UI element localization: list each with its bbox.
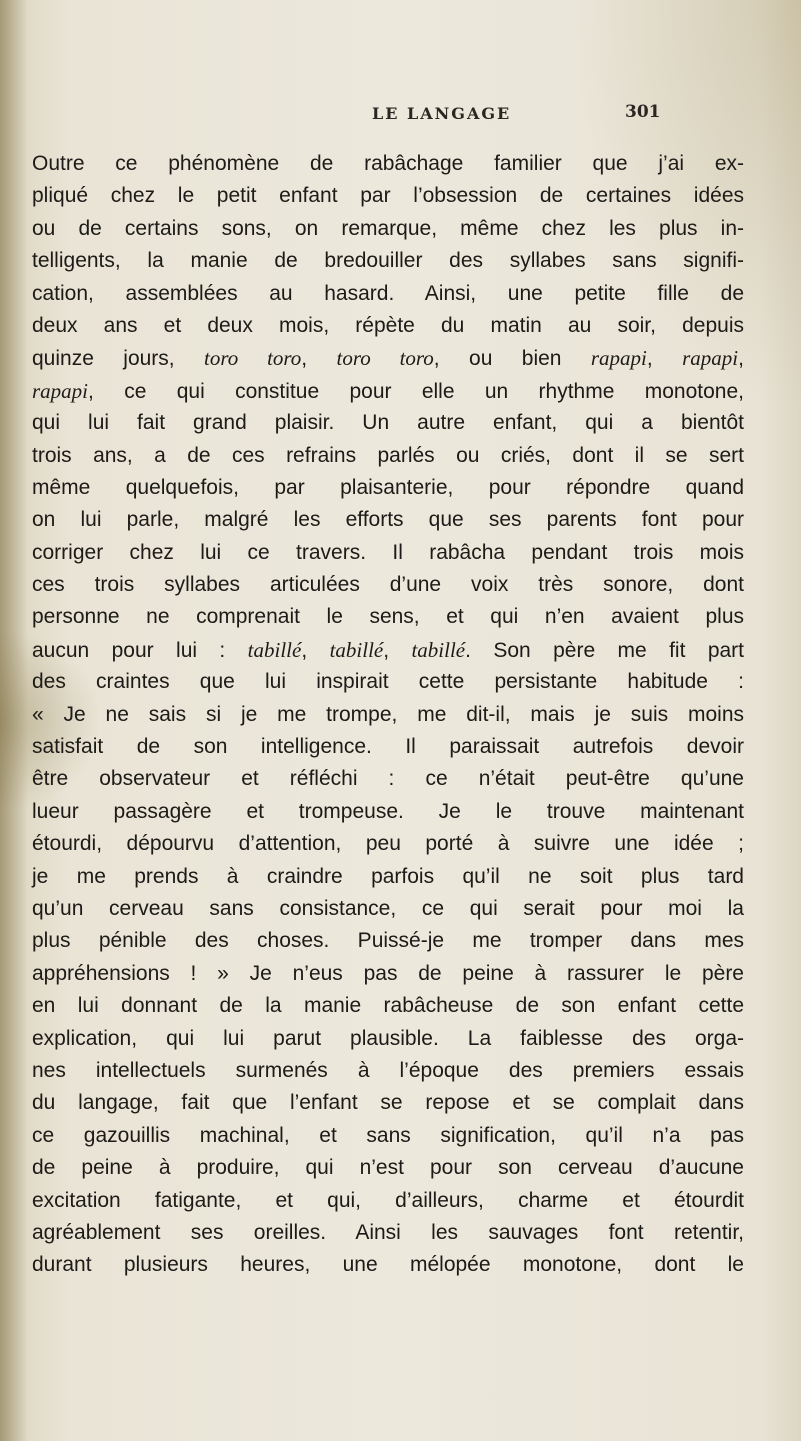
text-segment: qu’un cerveau sans consistance, ce qui serait pour moi la [32,896,744,920]
page-number: 301 [625,102,661,122]
italic-text: tabillé [411,637,466,662]
text-segment: étourdi, dépourvu d’attention, peu porté à suivre une idée ; [32,832,744,856]
text-segment: même quelquefois, par plaisanterie, pour répondre quand [32,475,744,499]
text-segment: on lui parle, malgré les efforts que ses parents font pour [32,508,744,532]
text-segment: qui lui fait grand plaisir. Un autre enfant, qui a bientôt [32,411,744,435]
text-segment: , [301,638,330,662]
text-segment: « Je ne sais si je me trompe, me dit-il, mais je suis moins [32,702,744,726]
text-line [32,1120,744,1152]
text-line [32,861,744,893]
text-line [32,440,744,472]
text-segment: , [738,347,744,371]
text-segment: appréhensions ! » Je n’eus pas de peine à rassurer le père [32,961,744,985]
text-segment: plus pénible des choses. Puissé-je me tromper dans mes [32,929,744,953]
text-line [32,601,744,633]
text-line [32,569,744,601]
text-segment: je me prends à craindre parfois qu’il ne soit plus tard [32,864,744,888]
body-text [32,148,744,1282]
text-line [32,634,744,666]
text-segment: , [301,347,337,371]
text-segment: de peine à produire, qui n’est pour son cerveau d’aucune [32,1156,744,1180]
text-line [32,342,744,374]
italic-text: rapapi [682,346,739,371]
text-segment: être observateur et réfléchi : ce n’était peut-être qu’une [32,767,744,791]
text-segment: pliqué chez le petit enfant par l’obsession de certaines idées [32,184,744,208]
text-segment: telligents, la manie de bredouiller des syllabes sans signifi- [32,249,744,273]
text-segment: des craintes que lui inspirait cette persistante habitude : [32,670,744,694]
running-title: LE LANGAGE [372,104,512,123]
text-line [32,504,744,536]
page-header [0,100,801,130]
text-segment: excitation fatigante, et qui, d’ailleurs, charme et étourdit [32,1188,744,1212]
text-line [32,245,744,277]
text-segment: ce gazouillis machinal, et sans signification, qu’il n’a pas [32,1123,744,1147]
italic-text: toro toro [336,346,434,371]
text-segment: durant plusieurs heures, une mélopée monotone, dont le [32,1253,744,1277]
text-line [32,213,744,245]
text-line [32,310,744,342]
text-line [32,1055,744,1087]
text-line [32,180,744,212]
text-line [32,731,744,763]
text-segment: , [383,638,412,662]
text-segment: Outre ce phénomène de rabâchage familier que j’ai ex- [32,152,744,175]
text-segment: agréablement ses oreilles. Ainsi les sauvages font retentir, [32,1220,744,1244]
text-line [32,1249,744,1281]
text-line [32,1185,744,1217]
text-segment: lueur passagère et trompeuse. Je le trouve maintenant [32,799,744,823]
text-segment: nes intellectuels surmenés à l’époque des premiers essais [32,1058,744,1082]
text-segment: aucun pour lui : [32,638,248,662]
text-line [32,1023,744,1055]
text-segment: deux ans et deux mois, répète du matin au soir, depuis [32,313,744,337]
text-segment: ou de certains sons, on remarque, même chez les plus in- [32,216,744,240]
text-line [32,990,744,1022]
text-segment: cation, assemblées au hasard. Ainsi, une petite fille de [32,281,744,305]
text-line [32,537,744,569]
text-segment: en lui donnant de la manie rabâcheuse de son enfant cette [32,994,744,1018]
italic-text: tabillé [329,637,384,662]
text-segment: , [646,347,683,371]
text-line [32,763,744,795]
text-segment: trois ans, a de ces refrains parlés ou criés, dont il se sert [32,443,744,467]
text-line [32,472,744,504]
text-line [32,278,744,310]
text-line [32,796,744,828]
text-line [32,375,744,407]
text-segment: ces trois syllabes articulées d’une voix très sonore, dont [32,573,744,597]
text-line [32,1217,744,1249]
text-segment: satisfait de son intelligence. Il paraissait autrefois devoir [32,735,744,759]
text-line [32,1152,744,1184]
italic-text: toro toro [204,346,302,371]
italic-text: tabillé [247,637,302,662]
text-line [32,893,744,925]
page-gutter-shadow [0,0,28,1441]
italic-text: rapapi [32,378,89,403]
text-line [32,699,744,731]
text-line [32,1087,744,1119]
italic-text: rapapi [590,346,647,371]
text-line [32,148,744,180]
text-line [32,925,744,957]
text-segment: corriger chez lui ce travers. Il rabâcha pendant trois mois [32,540,744,564]
text-segment: personne ne comprenait le sens, et qui n’en avaient plus [32,605,744,629]
text-line [32,407,744,439]
text-segment: . Son père me fit part [465,638,745,662]
text-segment: , ce qui constitue pour elle un rhythme monotone, [88,379,744,403]
text-segment: quinze jours, [32,347,205,371]
text-line [32,828,744,860]
text-segment: , ou bien [433,347,591,371]
text-segment: du langage, fait que l’enfant se repose et se complait dans [32,1091,744,1115]
text-line [32,666,744,698]
text-segment: explication, qui lui parut plausible. La faiblesse des orga- [32,1026,744,1050]
text-line [32,958,744,990]
